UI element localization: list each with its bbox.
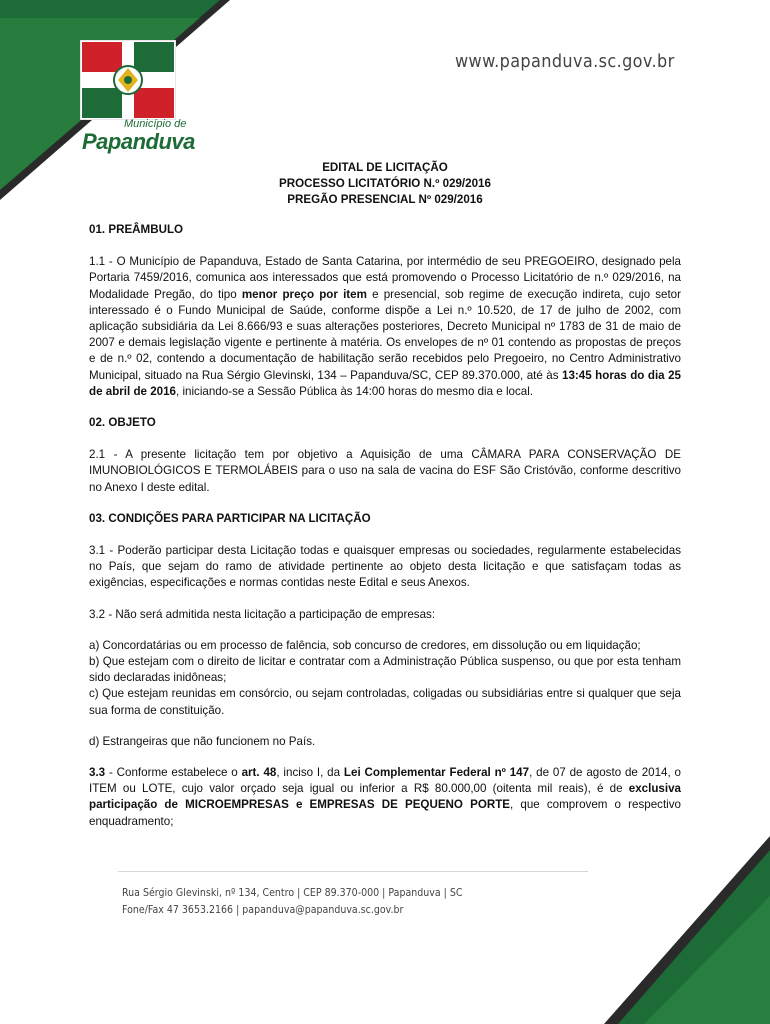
paragraph-3-2: 3.2 - Não será admitida nesta licitação a participação de empresas: [89,607,436,621]
list-item-a: a) Concordatárias ou em processo de falência, sob concurso de credores, em dissolução ou em liquidação; [89,638,641,652]
footer-address [122,884,462,918]
document-body [89,160,681,845]
municipal-flag-emblem [80,40,176,120]
logo-title: Papanduva [82,129,195,154]
paragraph-3-1: 3.1 - Poderão participar desta Licitação todas e quaisquer empresas ou sociedades, regularmente estabelecidas no País, que sejam do ramo de atividade pertinente ao objeto desta licitação e que satisfaçam todas as exigências, especificações e normas contidas neste Edital e seus Anexos. [89,544,681,590]
website-url[interactable]: www.papanduva.sc.gov.br [455,52,675,72]
municipality-logo [82,118,202,153]
section-title-condicoes: 03. CONDIÇÕES PARA PARTICIPAR NA LICITAÇÃO [89,511,371,525]
title-line-2: PROCESSO LICITATÓRIO N.º 029/2016 [279,177,491,190]
section-title-objeto: 02. OBJETO [89,416,156,430]
paragraph-2-1: 2.1 - A presente licitação tem por objetivo a Aquisição de uma CÂMARA PARA CONSERVAÇÃO DE IMUNOBIOLÓGICOS E TERMOLÁBEIS para o uso na sala de vacina do ESF São Cristóvão, conforme descritivo no Anexo I deste edital. [89,448,681,494]
section-title-preambulo: 01. PREÂMBULO [89,223,184,236]
document-title [89,160,681,208]
footer-divider [118,871,588,872]
title-line-1: EDITAL DE LICITAÇÃO [322,161,448,174]
paragraph-1-1: 1.1 - O Município de Papanduva, Estado de Santa Catarina, por intermédio de seu PREGOEIRO, designado pela Portaria 7459/2016, comunica aos interessados que está promovendo o Processo Licitatório de n.º 029/2016, na Modalidade Pregão, do tipo menor preço por item e presencial, sob regime de execução indireta, cujo setor interessado é o Fundo Municipal de Saúde, conforme dispõe a Lei n.º 10.520, de 17 de julho de 2002, com aplicação subsidiária da Lei 8.666/93 e suas alterações posteriores, Decreto Municipal nº 1783 de 31 de maio de 2007 e demais legislação vigente e pertinente à matéria. Os envelopes de nº 01 contendo as propostas de preços e de n.º 02, contendo a documentação de habilitação serão recebidos pelo Pregoeiro, no Centro Administrativo Municipal, situado na Rua Sérgio Glevinski, 134 – Papanduva/SC, CEP 89.370.000, até às 13:45 horas do dia 25 de abril de 2016, iniciando-se a Sessão Pública às 14:00 horas do mesmo dia e local. [89,255,681,398]
footer-corner-decoration [604,836,770,1024]
list-item-c: c) Que estejam reunidas em consórcio, ou sejam controladas, coligadas ou subsidiárias entre si qualquer que seja sua forma de constituição. [89,687,681,717]
list-item-d: d) Estrangeiras que não funcionem no País. [89,734,316,748]
title-line-3: PREGÃO PRESENCIAL Nº 029/2016 [287,193,483,206]
footer-address-line: Rua Sérgio Glevinski, nº 134, Centro | CEP 89.370-000 | Papanduva | SC [122,886,463,899]
logo-subtitle: Município de [124,118,187,130]
footer-contact-line[interactable]: Fone/Fax 47 3653.2166 | papanduva@papanduva.sc.gov.br [122,903,404,916]
list-item-b: b) Que estejam com o direito de licitar e contratar com a Administração Pública suspenso, ou que por esta tenham sido declaradas inidôneas; [89,655,681,685]
paragraph-3-3: 3.3 - Conforme estabelece o art. 48, inciso I, da Lei Complementar Federal nº 147, de 07 de agosto de 2014, o ITEM ou LOTE, cujo valor orçado seja igual ou inferior a R$ 80.000,00 (oitenta mil reais), é de exclusiva participação de MICROEMPRESAS e EMPRESAS DE PEQUENO PORTE, que comprovem o respectivo enquadramento; [89,766,682,828]
